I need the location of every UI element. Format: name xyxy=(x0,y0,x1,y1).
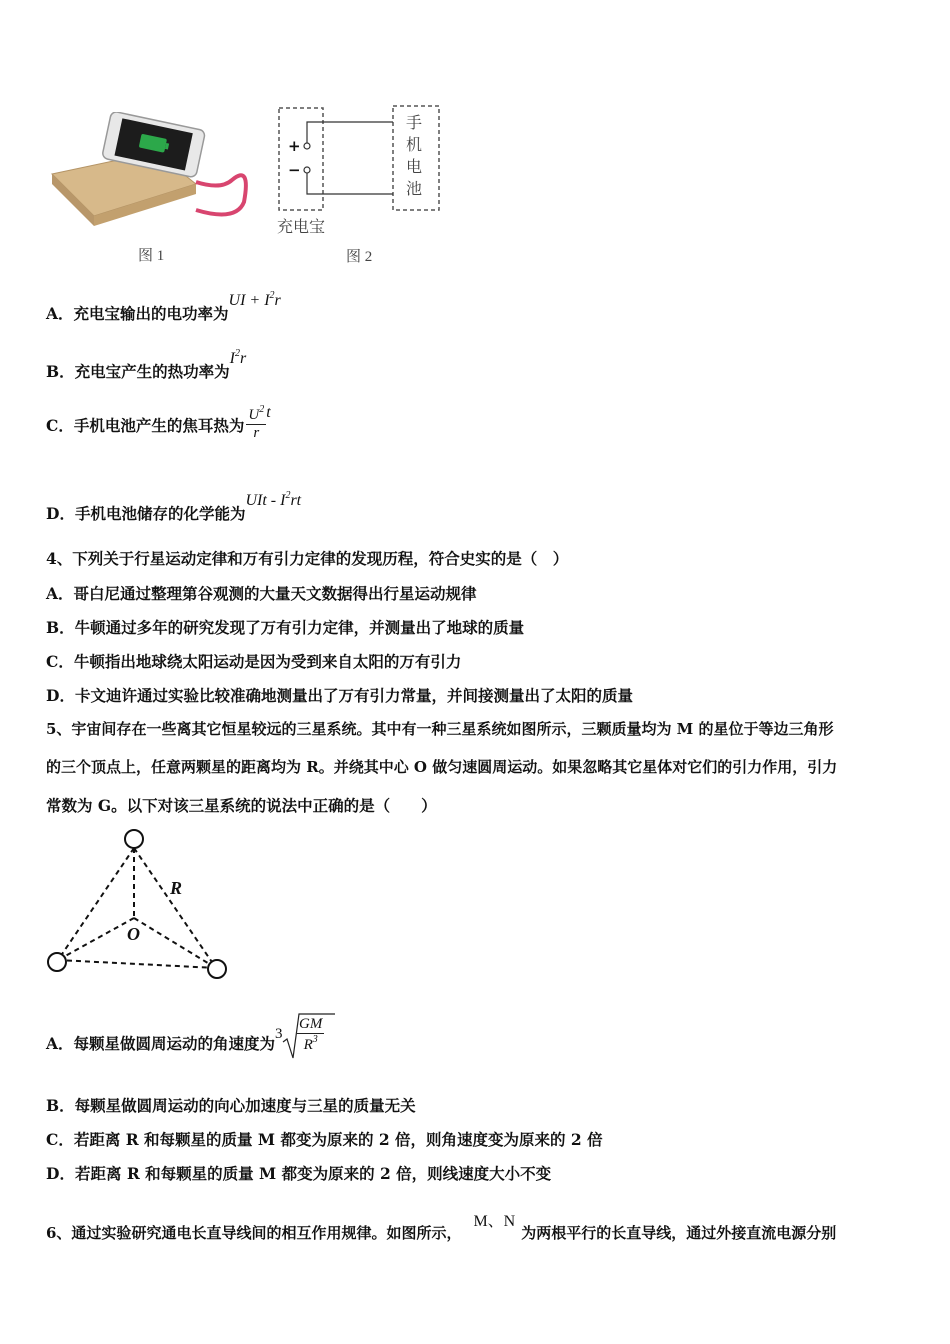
star-top xyxy=(125,830,143,848)
q6-mn: M、N xyxy=(473,1213,516,1230)
q5-option-d: D．若距离 R 和每颗星的质量 M 都变为原来的 2 倍，则线速度大小不变 xyxy=(46,1164,552,1183)
q3-option-d-exp: 2 xyxy=(285,490,291,501)
q3-option-d-tail: rt xyxy=(290,492,302,509)
phone-battery-label xyxy=(406,112,428,200)
q3-option-c-den: r xyxy=(253,425,260,441)
q4-option-d: D．卡文迪许通过实验比较准确地测量出了万有引力常量，并间接测量出了太阳的质量 xyxy=(46,686,633,705)
q3-option-a-exp: 2 xyxy=(269,290,275,301)
q3-option-a xyxy=(46,290,281,324)
phone-label-char: 手 xyxy=(406,113,423,132)
q3-option-c-tail: t xyxy=(266,404,271,421)
figure-1-caption: 图 1 xyxy=(138,248,165,264)
q5-stem-line-2: 的三个顶点上，任意两颗星的距离均为 R。并绕其中心 O 做匀速圆周运动。如果忽略其它星体对它们的引力作用，引力 xyxy=(46,758,838,776)
q6-stem-end: 为两根平行的长直导线，通过外接直流电源分别 xyxy=(521,1224,837,1242)
three-star-diagram xyxy=(44,826,234,986)
q3-option-c xyxy=(46,404,271,442)
q5-option-a-text: A．每颗星做圆周运动的角速度为 xyxy=(46,1034,276,1053)
phone-label-char: 机 xyxy=(406,135,423,154)
q4-stem: 4、下列关于行星运动定律和万有引力定律的发现历程，符合史实的是（ ） xyxy=(46,549,569,568)
q3-option-c-num: U xyxy=(248,407,260,423)
minus-terminal-label: − xyxy=(288,161,301,179)
cube-root-index: 3 xyxy=(275,1026,283,1042)
q3-option-c-fraction xyxy=(246,404,266,442)
q3-option-d xyxy=(46,490,301,524)
q3-option-d-text: D．手机电池储存的化学能为 xyxy=(46,504,246,523)
q3-option-a-tail: r xyxy=(274,292,281,309)
q4-option-a: A．哥白尼通过整理第谷观测的大量天文数据得出行星运动规律 xyxy=(46,584,477,603)
q5-option-c: C．若距离 R 和每颗星的质量 M 都变为原来的 2 倍，则角速度变为原来的 2 倍 xyxy=(46,1130,603,1149)
q6-stem-start: 6、通过实验研究通电长直导线间的相互作用规律。如图所示， xyxy=(46,1224,462,1242)
plus-terminal-label: + xyxy=(288,137,301,155)
q3-option-a-math: UI + I xyxy=(228,292,270,309)
figure-2-caption: 图 2 xyxy=(346,249,373,265)
q3-option-b-text: B．充电宝产生的热功率为 xyxy=(46,362,230,381)
q5-option-a-den: R xyxy=(303,1037,313,1053)
q5-stem-line-3: 常数为 G。以下对该三星系统的说法中正确的是（ ） xyxy=(46,796,437,815)
diagram-label-o: O xyxy=(127,924,140,944)
q3-option-b-tail: r xyxy=(239,350,247,367)
star-right xyxy=(208,960,226,978)
phone-label-char: 电 xyxy=(406,157,423,176)
q5-option-a xyxy=(46,1012,337,1062)
diagram-label-r: R xyxy=(170,878,183,898)
q3-option-c-text: C．手机电池产生的焦耳热为 xyxy=(46,416,245,435)
q3-option-b-exp: 2 xyxy=(234,348,240,359)
phone-label-char: 池 xyxy=(406,179,423,198)
q4-option-c: C．牛顿指出地球绕太阳运动是因为受到来自太阳的万有引力 xyxy=(46,652,462,671)
figure-1-photo xyxy=(46,112,256,232)
q3-option-c-num-exp: 2 xyxy=(259,404,265,415)
q5-stem-line-1: 5、宇宙间存在一些离其它恒星较远的三星系统。其中有一种三星系统如图所示，三颗质量均为 M 的星位于等边三角形 xyxy=(46,720,834,738)
star-left xyxy=(48,953,66,971)
q3-option-a-text: A．充电宝输出的电功率为 xyxy=(46,304,229,323)
q4-option-b: B．牛顿通过多年的研究发现了万有引力定律，并测量出了地球的质量 xyxy=(46,618,525,637)
q5-option-b: B．每颗星做圆周运动的向心加速度与三星的质量无关 xyxy=(46,1096,416,1115)
powerbank-label: 充电宝 xyxy=(277,219,326,236)
q5-option-a-num: GM xyxy=(299,1016,323,1032)
q3-option-b-math: I xyxy=(229,350,235,367)
q3-option-d-math: UIt - I xyxy=(245,492,286,509)
q3-option-b xyxy=(46,348,246,382)
q5-option-a-den-exp: 3 xyxy=(312,1034,318,1045)
q6-stem xyxy=(46,1208,836,1243)
